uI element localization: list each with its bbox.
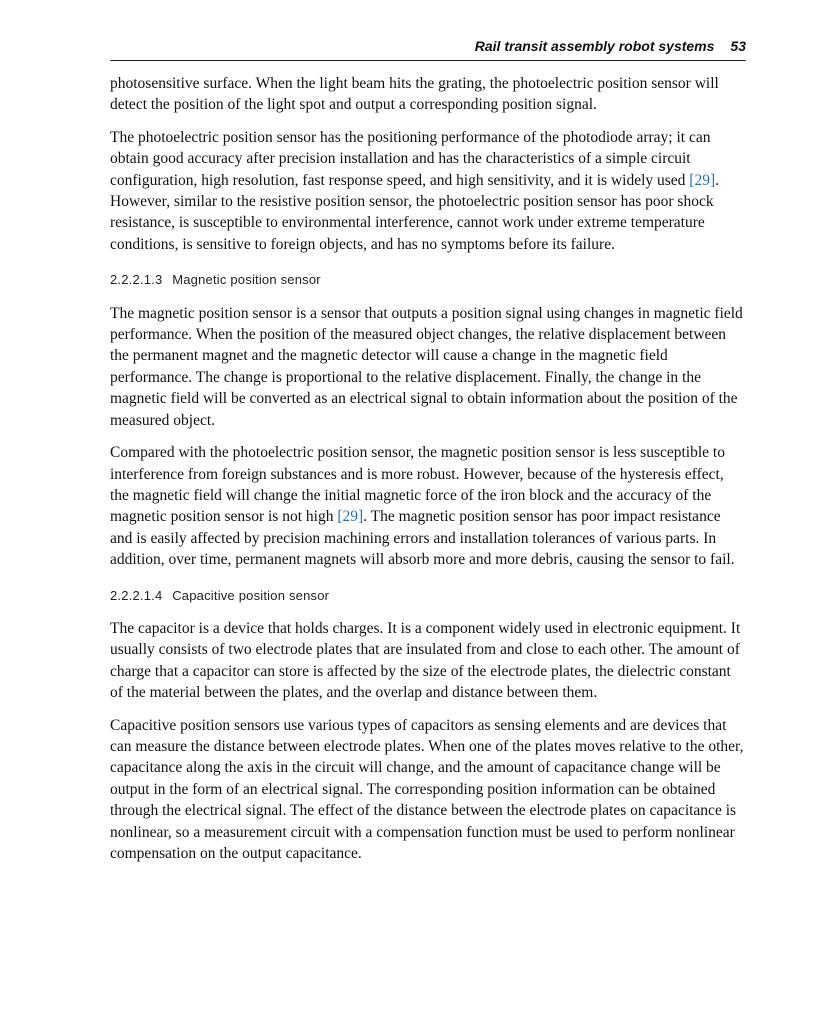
body-text (110, 73, 746, 864)
section-heading (110, 269, 746, 290)
paragraph-text: The photoelectric position sensor has the positioning performance of the photodiode array; it can obtain good accuracy after precision installation and has the characteristics of a simple circuit configuration, high resolution, fast response speed, and high sensitivity, and it is widely used (110, 128, 711, 189)
paragraph (110, 127, 746, 255)
paragraph: The capacitor is a device that holds charges. It is a component widely used in electronic equipment. It usually consists of two electrode plates that are insulated from and close to each other. The amount of charge that a capacitor can store is affected by the size of the electrode plates, the dielectric constant of the material between the plates, and the overlap and distance between them. (110, 619, 741, 702)
paragraph-text: Compared with the photoelectric position sensor, the magnetic position sensor is less susceptible to interference from foreign substances and is more robust. However, because of the hysteresis effect, the magnetic field will change the initial magnetic force of the iron block and the accuracy of the magnetic position sensor is not high (110, 444, 725, 526)
paragraph-text: . However, similar to the resistive position sensor, the photoelectric position sensor has poor shock resistance, is susceptible to environmental interference, cannot work under extreme temperature conditions, is sensitive to foreign objects, and has no symptoms before its failure. (110, 171, 719, 253)
running-header (110, 38, 746, 61)
paragraph-text: . The magnetic position sensor has poor impact resistance and is easily affected by precision machining errors and installation tolerances of various parts. In addition, over time, permanent magnets will absorb more and more debris, causing the sensor to fail. (110, 508, 735, 569)
section-number: 2.2.2.1.4 (110, 587, 163, 603)
section-title: Capacitive position sensor (172, 587, 330, 603)
paragraph (110, 442, 746, 570)
paragraph: The magnetic position sensor is a sensor that outputs a position signal using changes in magnetic field performance. When the position of the measured object changes, the relative displacement between the permanent magnet and the magnetic detector will cause a change in the magnetic field performance. The change is proportional to the relative displacement. Finally, the change in the magnetic field will be converted as an electrical signal to obtain information about the position of the measured object. (110, 304, 743, 429)
citation-link[interactable]: [29] (337, 508, 364, 526)
section-number: 2.2.2.1.3 (110, 272, 163, 288)
running-header-title: Rail transit assembly robot systems (474, 38, 715, 54)
section-heading (110, 585, 746, 606)
paragraph: photosensitive surface. When the light beam hits the grating, the photoelectric position sensor will detect the position of the light spot and output a corresponding position signal. (110, 75, 719, 114)
section-title: Magnetic position sensor (172, 272, 321, 288)
citation-link[interactable]: [29] (689, 171, 716, 189)
document-page (110, 38, 746, 875)
page-number: 53 (730, 38, 746, 54)
paragraph: Capacitive position sensors use various types of capacitors as sensing elements and are devices that can measure the distance between electrode plates. When one of the plates moves relative to the other, capacitance along the axis in the circuit will change, and the amount of capacitance change will be output in the form of an electrical signal. The corresponding position information can be obtained through the electrical signal. The effect of the distance between the electrode plates on capacitance is nonlinear, so a measurement circuit with a compensation function must be used to perform nonlinear compensation on the output capacitance. (110, 716, 744, 862)
